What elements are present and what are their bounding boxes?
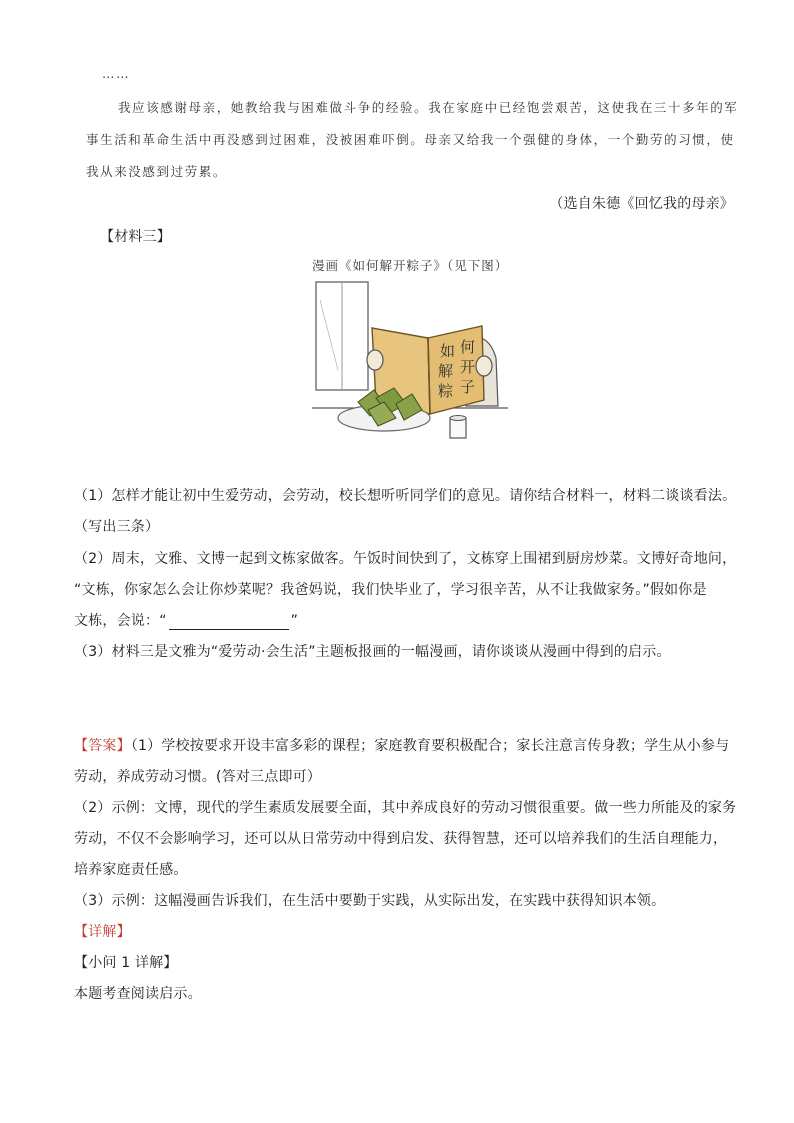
question-2-line-3-suffix: ” [290,613,299,629]
book-title-char-4: 开 [460,358,476,376]
detail-label: 【详解】 [74,924,131,940]
question-1-line-1: （1）怎样才能让初中生爱劳动，会劳动，校长想听听同学们的意见。请你结合材料一，材料二谈谈看法。 [74,488,737,504]
answer-a2-line-1: （2）示例：文博，现代的学生素质发展要全面，其中养成良好的劳动习惯很重要。做一些力所能及的家务 [74,800,737,816]
excerpt-line-2: 事生活和革命生活中再没感到过困难，没被困难吓倒。母亲又给我一个强健的身体，一个勤劳的习惯，使 [86,132,735,147]
question-2-line-3-prefix: 文栋，会说：“ [74,613,167,629]
answer-a1-line-1 [74,735,729,755]
excerpt-line-1: 我应该感谢母亲，她教给我与困难做斗争的经验。我在家庭中已经饱尝艰苦，这使我在三十多年的军 [118,100,739,115]
cup-rim [450,416,466,421]
question-2-line-1: （2）周末，文雅、文博一起到文栋家做客。午饭时间快到了，文栋穿上围裙到厨房炒菜。文博好奇地问， [74,551,737,567]
question-1-line-2: （写出三条） [74,519,160,535]
left-hand [367,350,383,370]
answer-a2-line-3: 培养家庭责任感。 [74,862,188,878]
detail-sub-label: 【小问 1 详解】 [74,955,178,971]
book-title-char-2: 何 [460,338,476,356]
excerpt-line-3: 我从来没感到过劳累。 [86,164,228,179]
comic-caption: 漫画《如何解开粽子》（见下图） [312,258,509,273]
book-title-char-3: 解 [438,362,454,380]
excerpt-source: （选自朱德《回忆我的母亲》 [549,196,734,212]
question-3-line-1: （3）材料三是文雅为“爱劳动·会生活”主题板报画的一幅漫画，请你谈谈从漫画中得到的启示。 [74,644,671,660]
ellipsis: …… [102,66,131,81]
book-title-char-5: 粽 [438,382,454,400]
question-2-line-3 [74,610,298,630]
comic-svg [312,280,508,440]
answer-a1-line-1-text: （1）学校按要求开设丰富多彩的课程；家庭教育要积极配合；家长注意言传身教；学生从小参与 [130,738,730,754]
material-3-heading: 【材料三】 [100,229,171,245]
book-right-page [428,326,484,414]
answer-a1-line-2: 劳动，养成劳动习惯。(答对三点即可） [74,769,322,785]
answer-a2-line-2: 劳动，不仅不会影响学习，还可以从日常劳动中得到启发、获得智慧，还可以培养我们的生活自理能力， [74,831,728,847]
detail-text: 本题考查阅读启示。 [74,986,202,1002]
right-hand [476,356,492,376]
book-title-char-6: 子 [460,378,476,396]
book-title-char-1: 如 [440,342,456,360]
answer-blank[interactable] [169,615,289,630]
answer-a3-line-1: （3）示例：这幅漫画告诉我们，在生活中要勤于实践，从实际出发，在实践中获得知识本领。 [74,893,666,909]
answer-label: 【答案】 [74,738,131,754]
question-2-line-2: “文栋，你家怎么会让你炒菜呢？我爸妈说，我们快毕业了，学习很辛苦，从不让我做家务。”假如你是 [74,582,707,598]
comic-illustration [312,280,508,440]
window-reflection [320,300,338,370]
